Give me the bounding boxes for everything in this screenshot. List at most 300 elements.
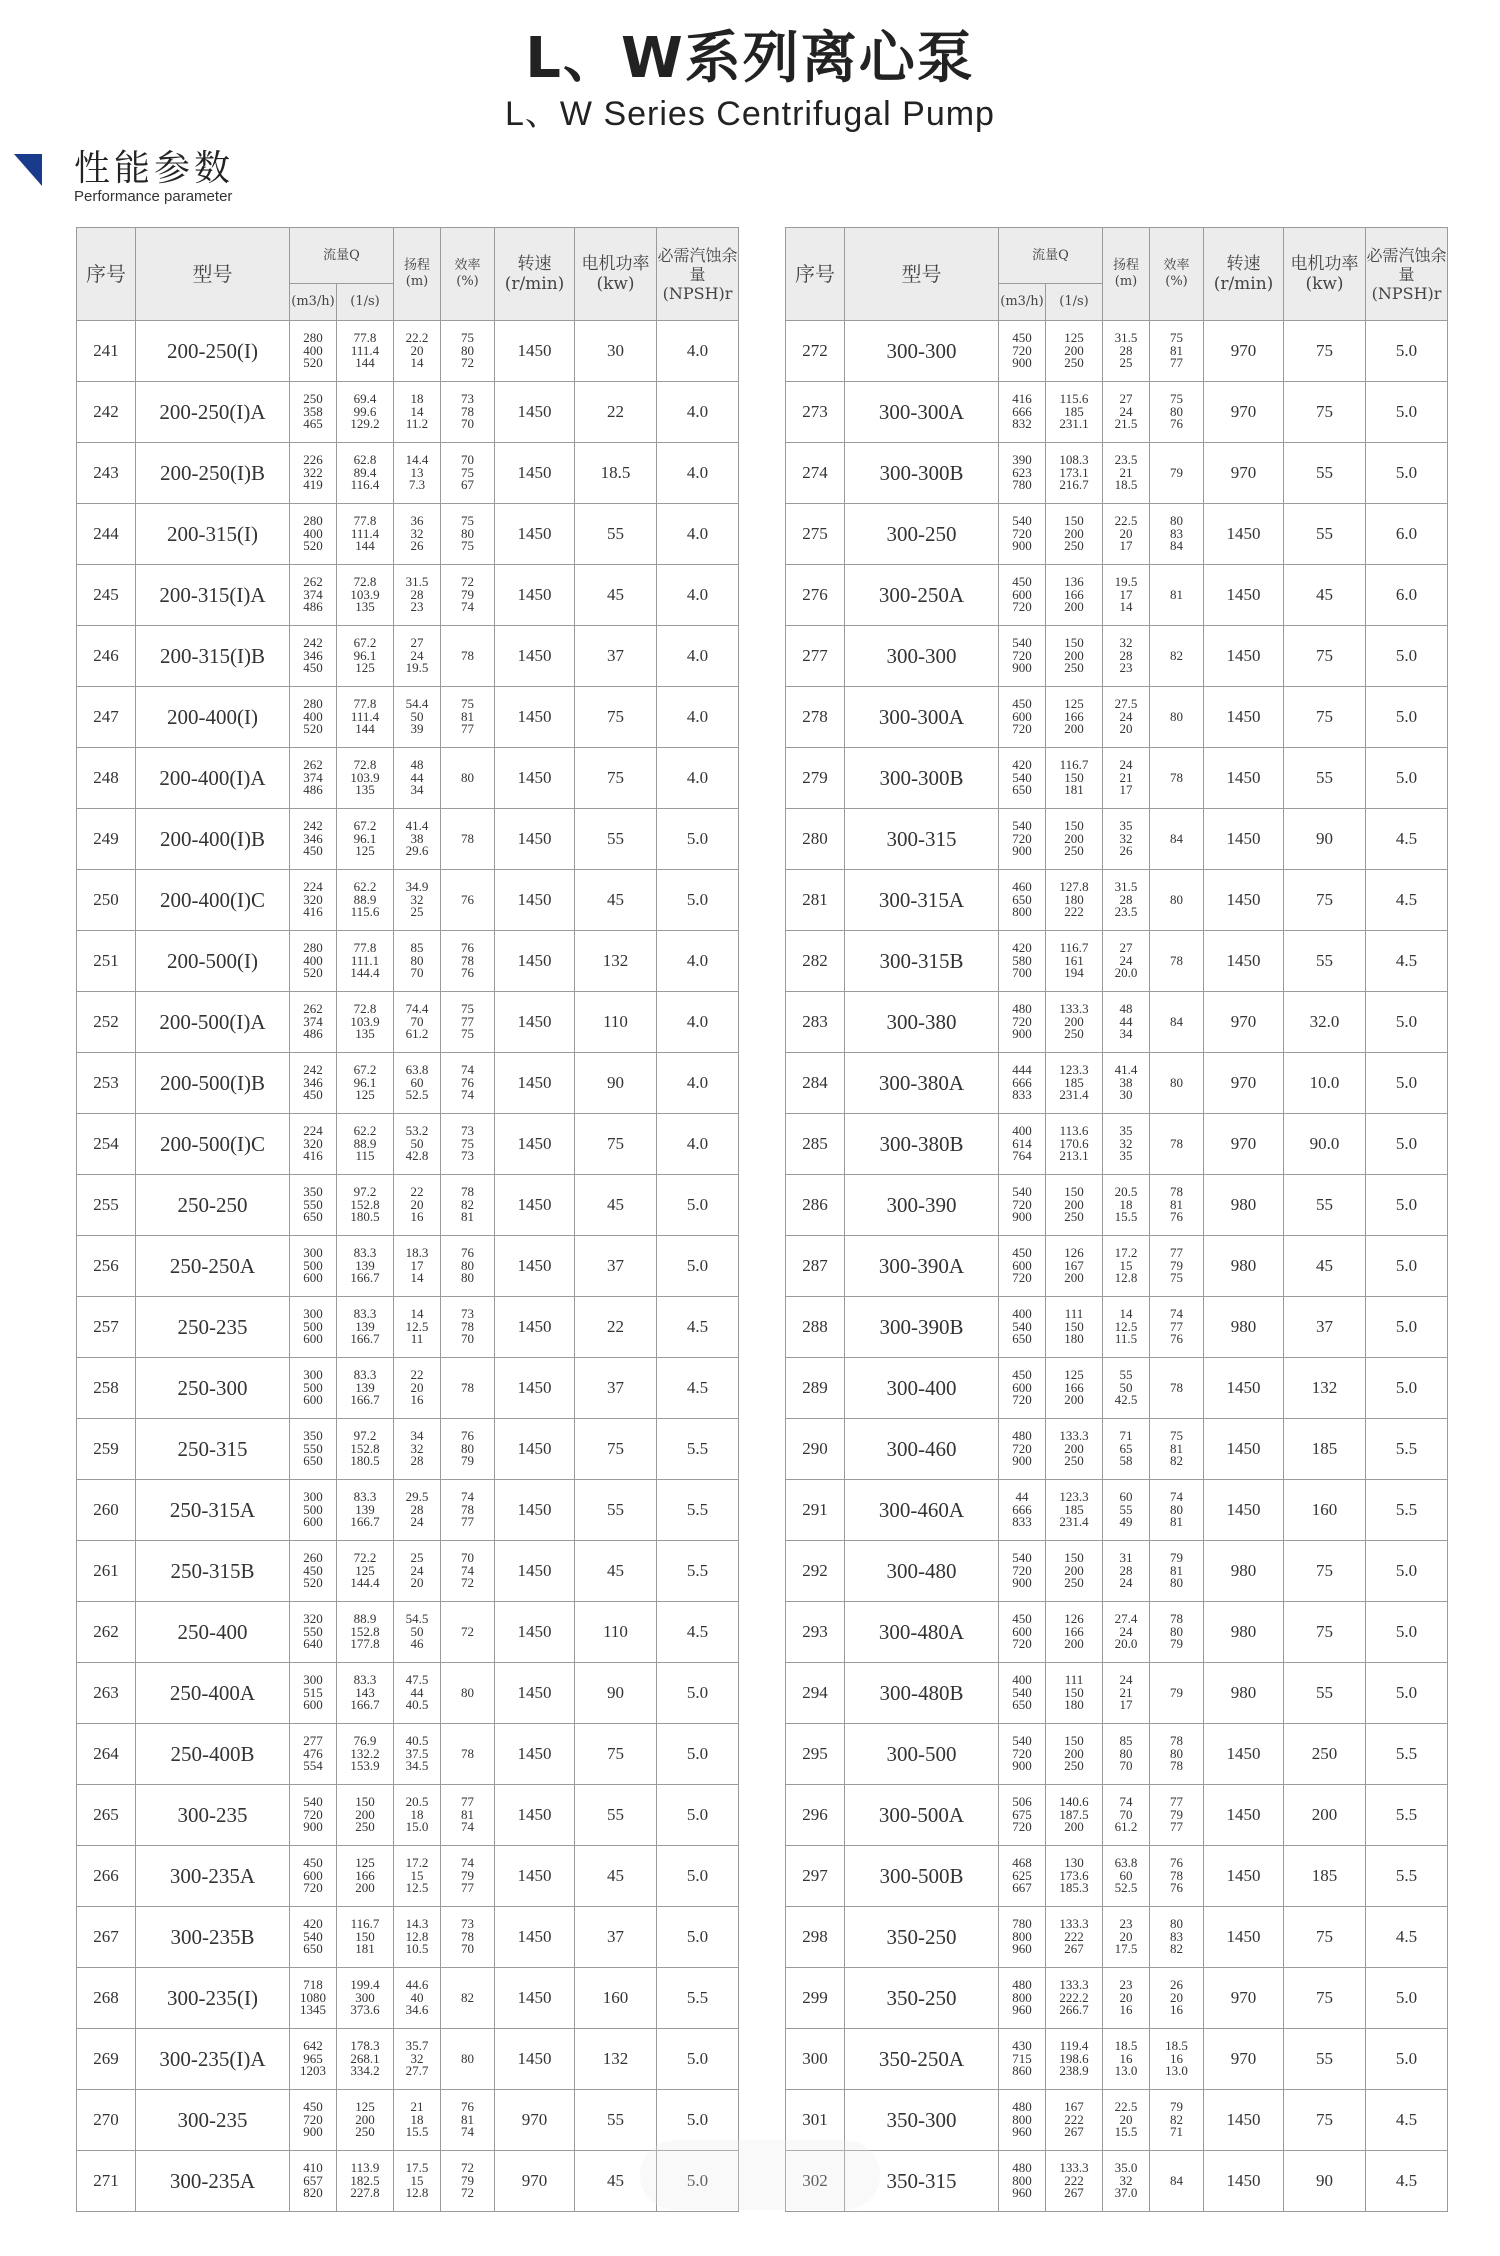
cell-speed: 1450	[495, 931, 575, 992]
cell-npsh: 6.0	[1366, 504, 1448, 565]
table-row	[786, 748, 1448, 809]
cell-speed: 1450	[1204, 1724, 1284, 1785]
header-model: 型号	[845, 228, 999, 321]
cell-speed: 980	[1204, 1541, 1284, 1602]
cell-head: 23 20 17.5	[1103, 1907, 1150, 1968]
page-subtitle: L、W Series Centrifugal Pump	[505, 95, 995, 133]
cell-model: 300-250A	[845, 565, 999, 626]
cell-model: 200-315(I)A	[136, 565, 290, 626]
cell-flow-m3h: 44 666 833	[999, 1480, 1046, 1541]
cell-head: 31 28 24	[1103, 1541, 1150, 1602]
cell-power: 75	[1284, 626, 1366, 687]
cell-model: 300-315	[845, 809, 999, 870]
cell-head: 35 32 35	[1103, 1114, 1150, 1175]
cell-power: 55	[575, 1785, 657, 1846]
cell-flow-m3h: 430 715 860	[999, 2029, 1046, 2090]
cell-efficiency: 75 80 76	[1150, 382, 1204, 443]
cell-seq: 244	[77, 504, 136, 565]
cell-speed: 1450	[495, 1358, 575, 1419]
cell-seq: 251	[77, 931, 136, 992]
cell-npsh: 5.0	[657, 1724, 739, 1785]
cell-power: 75	[1284, 687, 1366, 748]
cell-model: 350-250	[845, 1907, 999, 1968]
table-row	[786, 1907, 1448, 1968]
cell-efficiency: 76	[441, 870, 495, 931]
cell-seq: 274	[786, 443, 845, 504]
cell-model: 300-300B	[845, 443, 999, 504]
cell-head: 35 32 26	[1103, 809, 1150, 870]
cell-efficiency: 72	[441, 1602, 495, 1663]
table-row	[786, 504, 1448, 565]
cell-model: 300-235(I)A	[136, 2029, 290, 2090]
cell-power: 55	[1284, 1175, 1366, 1236]
table-row	[77, 443, 739, 504]
cell-speed: 1450	[495, 687, 575, 748]
cell-flow-ls: 150 200 250	[337, 1785, 394, 1846]
cell-flow-ls: 111 150 180	[1046, 1663, 1103, 1724]
cell-power: 75	[575, 1114, 657, 1175]
cell-seq: 297	[786, 1846, 845, 1907]
cell-power: 200	[1284, 1785, 1366, 1846]
cell-seq: 253	[77, 1053, 136, 1114]
cell-npsh: 5.0	[1366, 1358, 1448, 1419]
cell-head: 41.4 38 29.6	[394, 809, 441, 870]
cell-seq: 268	[77, 1968, 136, 2029]
cell-seq: 281	[786, 870, 845, 931]
cell-seq: 285	[786, 1114, 845, 1175]
cell-model: 250-250A	[136, 1236, 290, 1297]
cell-speed: 1450	[495, 443, 575, 504]
cell-flow-ls: 133.3 222 267	[1046, 2151, 1103, 2212]
cell-flow-ls: 116.7 161 194	[1046, 931, 1103, 992]
cell-model: 300-300B	[845, 748, 999, 809]
header-speed-part: 转速	[517, 254, 552, 274]
cell-flow-ls: 150 200 250	[1046, 1175, 1103, 1236]
header-head-part: 扬程	[403, 258, 430, 273]
header-npsh: 必需汽蚀余量 (NPSH)r	[657, 228, 739, 321]
cell-npsh: 5.0	[1366, 1297, 1448, 1358]
table-row	[77, 504, 739, 565]
header-speed-part: (r/min)	[1213, 274, 1274, 294]
cell-power: 55	[1284, 931, 1366, 992]
cell-flow-ls: 150 200 250	[1046, 1724, 1103, 1785]
cell-speed: 1450	[495, 1968, 575, 2029]
cell-model: 300-460A	[845, 1480, 999, 1541]
cell-speed: 1450	[1204, 748, 1284, 809]
cell-speed: 1450	[495, 1602, 575, 1663]
cell-flow-m3h: 718 1080 1345	[290, 1968, 337, 2029]
cell-model: 300-500B	[845, 1846, 999, 1907]
cell-model: 200-250(I)B	[136, 443, 290, 504]
cell-model: 300-250	[845, 504, 999, 565]
cell-speed: 970	[1204, 1968, 1284, 2029]
table-row	[77, 1175, 739, 1236]
cell-flow-m3h: 540 720 900	[290, 1785, 337, 1846]
section-subtitle: Performance parameter	[74, 188, 233, 205]
cell-head: 35.0 32 37.0	[1103, 2151, 1150, 2212]
cell-power: 45	[575, 1541, 657, 1602]
cell-flow-m3h: 480 800 960	[999, 2090, 1046, 2151]
cell-speed: 1450	[495, 1541, 575, 1602]
cell-speed: 980	[1204, 1236, 1284, 1297]
cell-seq: 247	[77, 687, 136, 748]
cell-flow-m3h: 280 400 520	[290, 504, 337, 565]
table-row	[786, 809, 1448, 870]
table-row	[786, 1541, 1448, 1602]
cell-power: 90	[1284, 809, 1366, 870]
cell-model: 300-315B	[845, 931, 999, 992]
table-row	[77, 1907, 739, 1968]
cell-speed: 1450	[1204, 809, 1284, 870]
cell-npsh: 5.0	[1366, 1541, 1448, 1602]
cell-model: 250-315A	[136, 1480, 290, 1541]
cell-speed: 1450	[495, 1053, 575, 1114]
cell-speed: 1450	[495, 626, 575, 687]
cell-power: 55	[1284, 504, 1366, 565]
cell-head: 20.5 18 15.0	[394, 1785, 441, 1846]
header-speed	[1204, 228, 1284, 321]
cell-seq: 252	[77, 992, 136, 1053]
cell-head: 85 80 70	[394, 931, 441, 992]
cell-efficiency: 78	[441, 626, 495, 687]
cell-head: 44.6 40 34.6	[394, 1968, 441, 2029]
cell-npsh: 5.0	[1366, 321, 1448, 382]
cell-model: 200-315(I)B	[136, 626, 290, 687]
cell-flow-m3h: 280 400 520	[290, 687, 337, 748]
cell-flow-m3h: 350 550 650	[290, 1419, 337, 1480]
cell-head: 48 44 34	[394, 748, 441, 809]
cell-head: 24 21 17	[1103, 1663, 1150, 1724]
cell-flow-ls: 83.3 139 166.7	[337, 1236, 394, 1297]
cell-efficiency: 78 82 81	[441, 1175, 495, 1236]
cell-flow-m3h: 242 346 450	[290, 1053, 337, 1114]
cell-seq: 241	[77, 321, 136, 382]
table-row	[786, 1663, 1448, 1724]
cell-npsh: 5.0	[1366, 992, 1448, 1053]
cell-model: 250-235	[136, 1297, 290, 1358]
cell-flow-m3h: 300 500 600	[290, 1480, 337, 1541]
header-flow-ls: (1/s)	[1046, 284, 1103, 321]
cell-model: 300-315A	[845, 870, 999, 931]
cell-seq: 269	[77, 2029, 136, 2090]
cell-npsh: 5.0	[1366, 443, 1448, 504]
cell-head: 22.2 20 14	[394, 321, 441, 382]
cell-speed: 1450	[495, 1724, 575, 1785]
cell-flow-ls: 76.9 132.2 153.9	[337, 1724, 394, 1785]
cell-efficiency: 75 81 77	[441, 687, 495, 748]
table-row	[77, 321, 739, 382]
cell-npsh: 5.0	[1366, 1602, 1448, 1663]
cell-power: 75	[575, 748, 657, 809]
cell-flow-m3h: 540 720 900	[999, 1724, 1046, 1785]
cell-power: 45	[1284, 1236, 1366, 1297]
table-row	[77, 1785, 739, 1846]
cell-model: 300-500	[845, 1724, 999, 1785]
section-title: 性能参数	[74, 148, 235, 189]
cell-flow-ls: 119.4 198.6 238.9	[1046, 2029, 1103, 2090]
cell-npsh: 6.0	[1366, 565, 1448, 626]
cell-efficiency: 72 79 74	[441, 565, 495, 626]
cell-head: 71 65 58	[1103, 1419, 1150, 1480]
cell-efficiency: 84	[1150, 809, 1204, 870]
cell-model: 300-235A	[136, 1846, 290, 1907]
cell-speed: 970	[495, 2151, 575, 2212]
cell-seq: 279	[786, 748, 845, 809]
table-row	[786, 1846, 1448, 1907]
cell-flow-m3h: 480 720 900	[999, 992, 1046, 1053]
cell-seq: 273	[786, 382, 845, 443]
cell-efficiency: 84	[1150, 992, 1204, 1053]
table-row	[77, 1419, 739, 1480]
cell-flow-ls: 77.8 111.1 144.4	[337, 931, 394, 992]
header-flow: 流量Q	[290, 228, 394, 284]
table-row	[786, 870, 1448, 931]
cell-efficiency: 76 80 79	[441, 1419, 495, 1480]
cell-flow-ls: 123.3 185 231.4	[1046, 1480, 1103, 1541]
cell-power: 10.0	[1284, 1053, 1366, 1114]
cell-flow-m3h: 300 500 600	[290, 1297, 337, 1358]
cell-power: 110	[575, 992, 657, 1053]
cell-model: 350-300	[845, 2090, 999, 2151]
cell-model: 300-460	[845, 1419, 999, 1480]
cell-head: 24 21 17	[1103, 748, 1150, 809]
cell-model: 200-500(I)A	[136, 992, 290, 1053]
cell-npsh: 5.0	[1366, 1968, 1448, 2029]
table-row	[77, 1968, 739, 2029]
cell-head: 18.5 16 13.0	[1103, 2029, 1150, 2090]
cell-efficiency: 77 79 77	[1150, 1785, 1204, 1846]
cell-power: 90	[1284, 2151, 1366, 2212]
cell-npsh: 5.0	[1366, 687, 1448, 748]
cell-power: 75	[575, 1724, 657, 1785]
cell-flow-ls: 113.9 182.5 227.8	[337, 2151, 394, 2212]
cell-speed: 1450	[1204, 1480, 1284, 1541]
cell-model: 350-250A	[845, 2029, 999, 2090]
cell-flow-ls: 77.8 111.4 144	[337, 504, 394, 565]
cell-head: 31.5 28 23.5	[1103, 870, 1150, 931]
cell-model: 200-500(I)C	[136, 1114, 290, 1175]
table-row	[786, 1602, 1448, 1663]
cell-model: 250-300	[136, 1358, 290, 1419]
cell-flow-m3h: 250 358 465	[290, 382, 337, 443]
cell-speed: 970	[495, 2090, 575, 2151]
table-row	[786, 443, 1448, 504]
cell-flow-ls: 67.2 96.1 125	[337, 809, 394, 870]
cell-power: 132	[1284, 1358, 1366, 1419]
cell-flow-m3h: 450 600 720	[999, 1602, 1046, 1663]
cell-seq: 277	[786, 626, 845, 687]
cell-efficiency: 70 75 67	[441, 443, 495, 504]
cell-model: 350-315	[845, 2151, 999, 2212]
cell-power: 55	[575, 504, 657, 565]
cell-model: 250-400A	[136, 1663, 290, 1724]
table-row	[77, 1602, 739, 1663]
cell-npsh: 4.0	[657, 931, 739, 992]
cell-speed: 980	[1204, 1602, 1284, 1663]
cell-head: 27.4 24 20.0	[1103, 1602, 1150, 1663]
cell-flow-m3h: 400 540 650	[999, 1297, 1046, 1358]
cell-flow-ls: 83.3 139 166.7	[337, 1297, 394, 1358]
cell-seq: 259	[77, 1419, 136, 1480]
cell-speed: 1450	[1204, 565, 1284, 626]
cell-efficiency: 78	[1150, 748, 1204, 809]
header-model: 型号	[136, 228, 290, 321]
page-title: L、W系列离心泵	[525, 26, 975, 91]
cell-npsh: 5.5	[1366, 1846, 1448, 1907]
cell-efficiency: 78	[441, 1724, 495, 1785]
performance-table-left	[76, 227, 739, 2212]
cell-flow-ls: 72.8 103.9 135	[337, 748, 394, 809]
cell-npsh: 5.0	[657, 1236, 739, 1297]
cell-head: 20.5 18 15.5	[1103, 1175, 1150, 1236]
cell-seq: 294	[786, 1663, 845, 1724]
cell-npsh: 5.0	[657, 2090, 739, 2151]
cell-flow-m3h: 450 600 720	[999, 565, 1046, 626]
cell-npsh: 4.5	[1366, 2151, 1448, 2212]
cell-head: 27 24 20.0	[1103, 931, 1150, 992]
cell-model: 300-235	[136, 2090, 290, 2151]
cell-speed: 1450	[1204, 870, 1284, 931]
cell-power: 45	[575, 870, 657, 931]
cell-efficiency: 74 79 77	[441, 1846, 495, 1907]
cell-speed: 1450	[1204, 1785, 1284, 1846]
cell-speed: 1450	[495, 504, 575, 565]
cell-efficiency: 75 81 82	[1150, 1419, 1204, 1480]
cell-head: 17.2 15 12.5	[394, 1846, 441, 1907]
cell-flow-ls: 150 200 250	[1046, 626, 1103, 687]
cell-head: 34.9 32 25	[394, 870, 441, 931]
cell-power: 22	[575, 1297, 657, 1358]
cell-flow-ls: 62.2 88.9 115.6	[337, 870, 394, 931]
cell-power: 75	[1284, 1541, 1366, 1602]
cell-speed: 970	[1204, 443, 1284, 504]
cell-npsh: 4.5	[1366, 809, 1448, 870]
cell-model: 300-380A	[845, 1053, 999, 1114]
cell-seq: 267	[77, 1907, 136, 1968]
cell-flow-m3h: 420 540 650	[290, 1907, 337, 1968]
cell-flow-m3h: 400 540 650	[999, 1663, 1046, 1724]
cell-npsh: 4.0	[657, 626, 739, 687]
cell-model: 200-400(I)	[136, 687, 290, 748]
cell-npsh: 4.0	[657, 321, 739, 382]
cell-npsh: 5.0	[657, 1785, 739, 1846]
cell-flow-ls: 133.3 200 250	[1046, 992, 1103, 1053]
table-row	[77, 2029, 739, 2090]
cell-npsh: 5.0	[1366, 1114, 1448, 1175]
cell-head: 54.5 50 46	[394, 1602, 441, 1663]
cell-head: 54.4 50 39	[394, 687, 441, 748]
cell-efficiency: 80	[441, 1663, 495, 1724]
cell-power: 45	[575, 565, 657, 626]
cell-flow-m3h: 450 720 900	[290, 2090, 337, 2151]
header-power: 电机功率 (kw)	[1284, 228, 1366, 321]
header-flow-ls: (1/s)	[337, 284, 394, 321]
cell-power: 185	[1284, 1846, 1366, 1907]
cell-head: 23.5 21 18.5	[1103, 443, 1150, 504]
cell-npsh: 4.5	[657, 1602, 739, 1663]
cell-flow-m3h: 277 476 554	[290, 1724, 337, 1785]
cell-power: 185	[1284, 1419, 1366, 1480]
table-row	[786, 1358, 1448, 1419]
cell-efficiency: 82	[1150, 626, 1204, 687]
cell-flow-m3h: 540 720 900	[999, 809, 1046, 870]
cell-speed: 1450	[495, 321, 575, 382]
cell-npsh: 5.0	[1366, 748, 1448, 809]
cell-flow-m3h: 300 515 600	[290, 1663, 337, 1724]
cell-efficiency: 84	[1150, 2151, 1204, 2212]
cell-npsh: 4.0	[657, 504, 739, 565]
header-speed-part: 转速	[1226, 254, 1261, 274]
cell-efficiency: 78	[1150, 1114, 1204, 1175]
cell-flow-ls: 77.8 111.4 144	[337, 321, 394, 382]
cell-flow-m3h: 410 657 820	[290, 2151, 337, 2212]
cell-flow-ls: 126 167 200	[1046, 1236, 1103, 1297]
cell-efficiency: 76 78 76	[1150, 1846, 1204, 1907]
cell-seq: 248	[77, 748, 136, 809]
cell-flow-ls: 125 166 200	[1046, 687, 1103, 748]
table-row	[77, 1846, 739, 1907]
cell-efficiency: 75 77 75	[441, 992, 495, 1053]
table-row	[77, 1114, 739, 1175]
cell-head: 27.5 24 20	[1103, 687, 1150, 748]
cell-seq: 243	[77, 443, 136, 504]
cell-efficiency: 73 75 73	[441, 1114, 495, 1175]
cell-speed: 1450	[1204, 1846, 1284, 1907]
cell-head: 29.5 28 24	[394, 1480, 441, 1541]
cell-power: 75	[575, 1419, 657, 1480]
cell-flow-m3h: 780 800 960	[999, 1907, 1046, 1968]
cell-efficiency: 80	[441, 2029, 495, 2090]
cell-flow-m3h: 444 666 833	[999, 1053, 1046, 1114]
cell-efficiency: 79	[1150, 1663, 1204, 1724]
cell-npsh: 5.5	[657, 1968, 739, 2029]
table-row	[77, 1663, 739, 1724]
cell-head: 17.2 15 12.8	[1103, 1236, 1150, 1297]
cell-model: 250-400B	[136, 1724, 290, 1785]
cell-model: 200-500(I)B	[136, 1053, 290, 1114]
cell-npsh: 4.5	[1366, 870, 1448, 931]
cell-model: 300-480	[845, 1541, 999, 1602]
cell-flow-m3h: 280 400 520	[290, 931, 337, 992]
cell-head: 40.5 37.5 34.5	[394, 1724, 441, 1785]
cell-power: 45	[575, 2151, 657, 2212]
cell-speed: 980	[1204, 1297, 1284, 1358]
cell-efficiency: 78	[441, 809, 495, 870]
cell-head: 53.2 50 42.8	[394, 1114, 441, 1175]
cell-flow-ls: 123.3 185 231.4	[1046, 1053, 1103, 1114]
cell-speed: 980	[1204, 1175, 1284, 1236]
cell-npsh: 4.5	[1366, 931, 1448, 992]
cell-head: 85 80 70	[1103, 1724, 1150, 1785]
cell-model: 250-315	[136, 1419, 290, 1480]
cell-speed: 1450	[495, 2029, 575, 2090]
cell-flow-m3h: 400 614 764	[999, 1114, 1046, 1175]
cell-efficiency: 80 83 82	[1150, 1907, 1204, 1968]
cell-speed: 1450	[495, 1114, 575, 1175]
cell-power: 55	[575, 809, 657, 870]
cell-seq: 278	[786, 687, 845, 748]
cell-seq: 295	[786, 1724, 845, 1785]
table-row	[77, 1236, 739, 1297]
cell-head: 22.5 20 15.5	[1103, 2090, 1150, 2151]
cell-seq: 283	[786, 992, 845, 1053]
cell-power: 55	[575, 1480, 657, 1541]
cell-speed: 1450	[495, 1419, 575, 1480]
cell-seq: 280	[786, 809, 845, 870]
cell-power: 132	[575, 931, 657, 992]
cell-flow-m3h: 262 374 486	[290, 565, 337, 626]
cell-flow-ls: 125 200 250	[337, 2090, 394, 2151]
